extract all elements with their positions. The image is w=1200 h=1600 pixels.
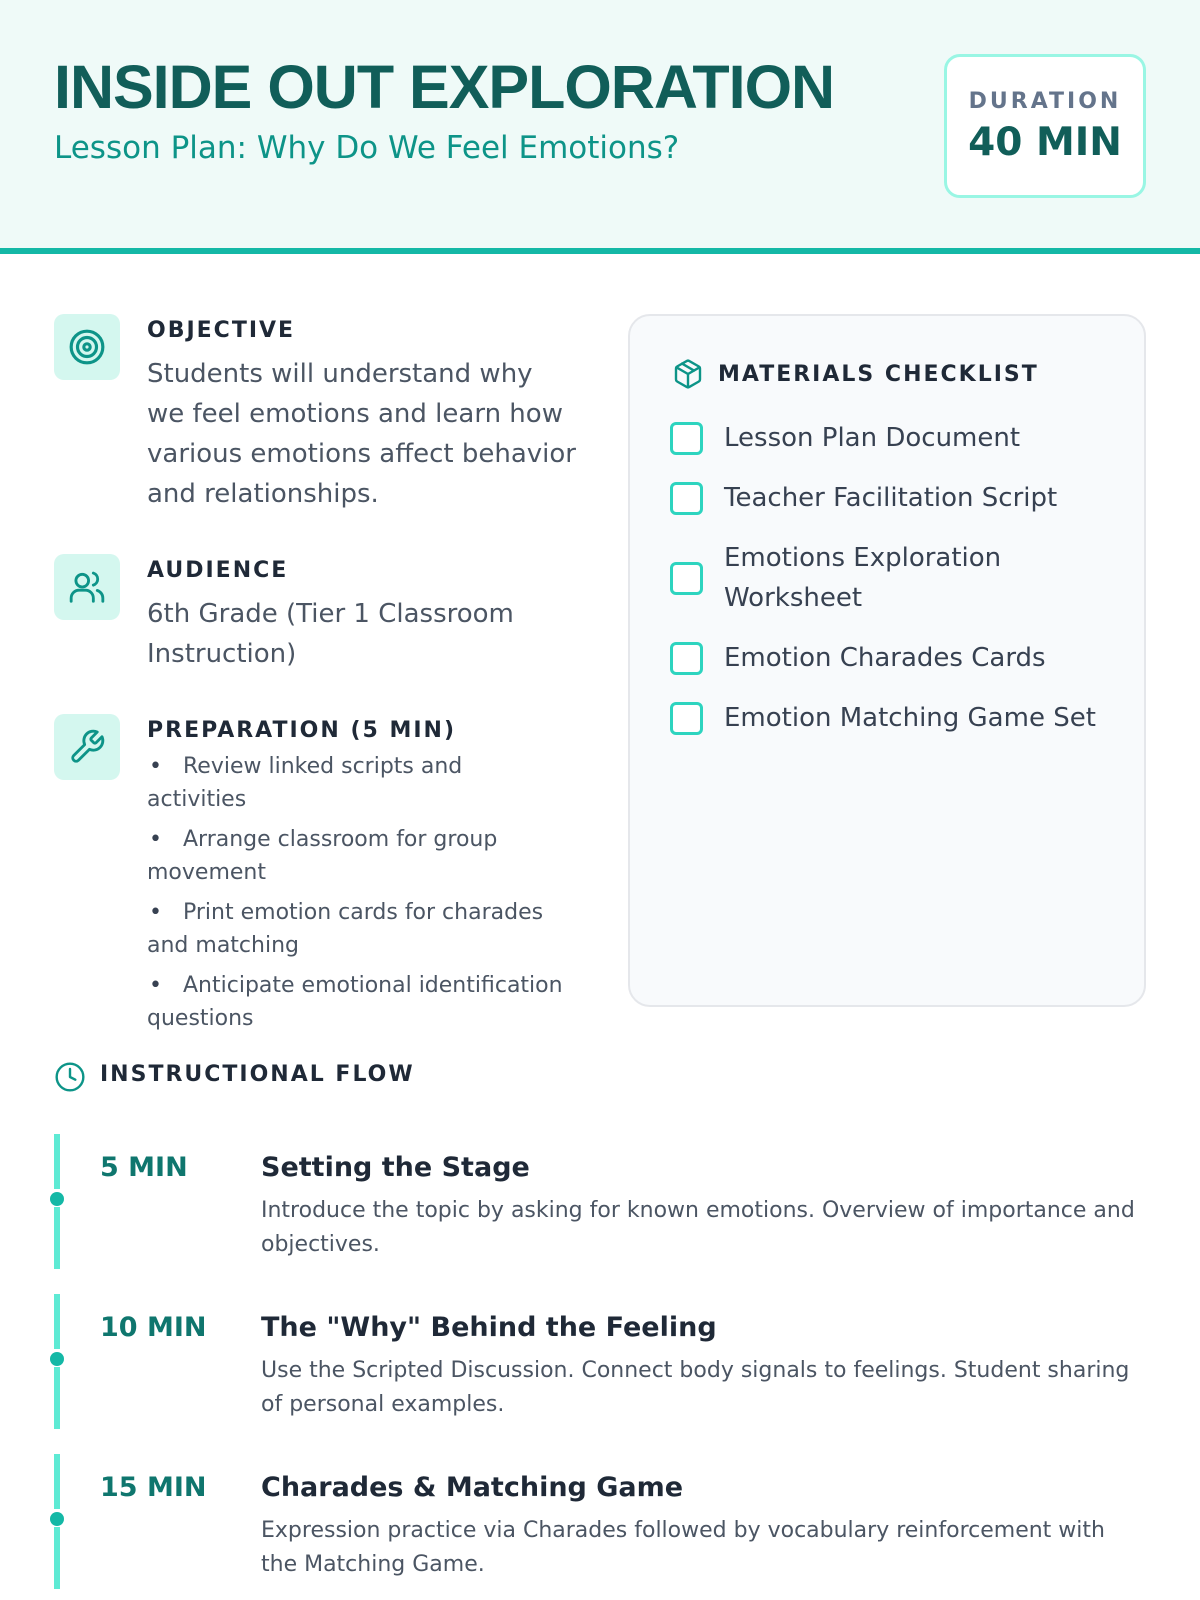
checkbox[interactable] (670, 702, 703, 735)
checkbox[interactable] (670, 642, 703, 675)
step-time: 15 MIN (100, 1472, 207, 1503)
checklist-item-label: Emotion Charades Cards (724, 643, 1046, 673)
checklist-item-label: Lesson Plan Document (724, 423, 1021, 453)
timeline-dot (50, 1192, 64, 1206)
step-title: Charades & Matching Game (261, 1472, 684, 1503)
step-time: 5 MIN (100, 1152, 188, 1183)
clock-icon (54, 1061, 86, 1093)
audience-label: AUDIENCE (147, 558, 289, 583)
preparation-item: • Anticipate emotional identification questions (147, 969, 567, 1035)
checklist-item[interactable] (670, 698, 1130, 738)
materials-title: MATERIALS CHECKLIST (718, 362, 1039, 387)
flow-step (0, 1294, 1200, 1429)
header (0, 0, 1200, 254)
duration-value: 40 MIN (968, 120, 1122, 165)
step-time: 10 MIN (100, 1312, 207, 1343)
preparation-list (147, 750, 567, 1042)
objective-label: OBJECTIVE (147, 318, 296, 343)
audience-text: 6th Grade (Tier 1 Classroom Instruction) (147, 599, 514, 669)
timeline-line (54, 1134, 60, 1189)
checklist-item[interactable] (670, 418, 1130, 458)
materials-checklist-card (628, 314, 1146, 1007)
step-description: Expression practice via Charades followed by vocabulary reinforcement with the Matching Game. (261, 1518, 1105, 1577)
page-title: INSIDE OUT EXPLORATION (54, 53, 835, 121)
checkbox[interactable] (670, 422, 703, 455)
checklist-item-label: Teacher Facilitation Script (724, 483, 1058, 513)
checklist-item[interactable] (670, 478, 1130, 518)
checklist-item-label: Emotion Matching Game Set (724, 703, 1096, 733)
objective-icon-box (54, 314, 120, 380)
target-icon (68, 328, 106, 366)
preparation-item: • Review linked scripts and activities (147, 750, 567, 816)
flow-step (0, 1134, 1200, 1269)
step-description: Use the Scripted Discussion. Connect body signals to feelings. Student sharing of personal examples. (261, 1358, 1130, 1417)
step-description: Introduce the topic by asking for known emotions. Overview of importance and objectives. (261, 1198, 1135, 1257)
timeline-dot (50, 1512, 64, 1526)
timeline-line (54, 1294, 60, 1349)
timeline-line (54, 1454, 60, 1509)
preparation-item: • Print emotion cards for charades and matching (147, 896, 567, 962)
duration-badge (944, 54, 1146, 198)
checklist-item[interactable] (670, 638, 1130, 678)
checkbox[interactable] (670, 482, 703, 515)
flow-step (0, 1454, 1200, 1589)
page-subtitle: Lesson Plan: Why Do We Feel Emotions? (54, 130, 680, 166)
step-title: The "Why" Behind the Feeling (261, 1312, 717, 1343)
checkbox[interactable] (670, 562, 703, 595)
instructional-flow-title: INSTRUCTIONAL FLOW (100, 1062, 415, 1087)
duration-label: DURATION (968, 89, 1122, 114)
checklist-item[interactable] (670, 538, 1130, 618)
preparation-label: PREPARATION (5 MIN) (147, 718, 457, 743)
timeline-dot (50, 1352, 64, 1366)
timeline-line (54, 1207, 60, 1269)
preparation-icon-box (54, 714, 120, 780)
timeline-line (54, 1527, 60, 1589)
package-icon (672, 358, 704, 390)
users-icon (68, 568, 106, 606)
objective-text: Students will understand why we feel emotions and learn how various emotions affect behavior and relationships. (147, 359, 576, 509)
checklist-item-label: Emotions Exploration Worksheet (724, 543, 1002, 613)
audience-icon-box (54, 554, 120, 620)
wrench-icon (68, 728, 106, 766)
step-title: Setting the Stage (261, 1152, 530, 1183)
preparation-item: • Arrange classroom for group movement (147, 823, 567, 889)
timeline-line (54, 1367, 60, 1429)
